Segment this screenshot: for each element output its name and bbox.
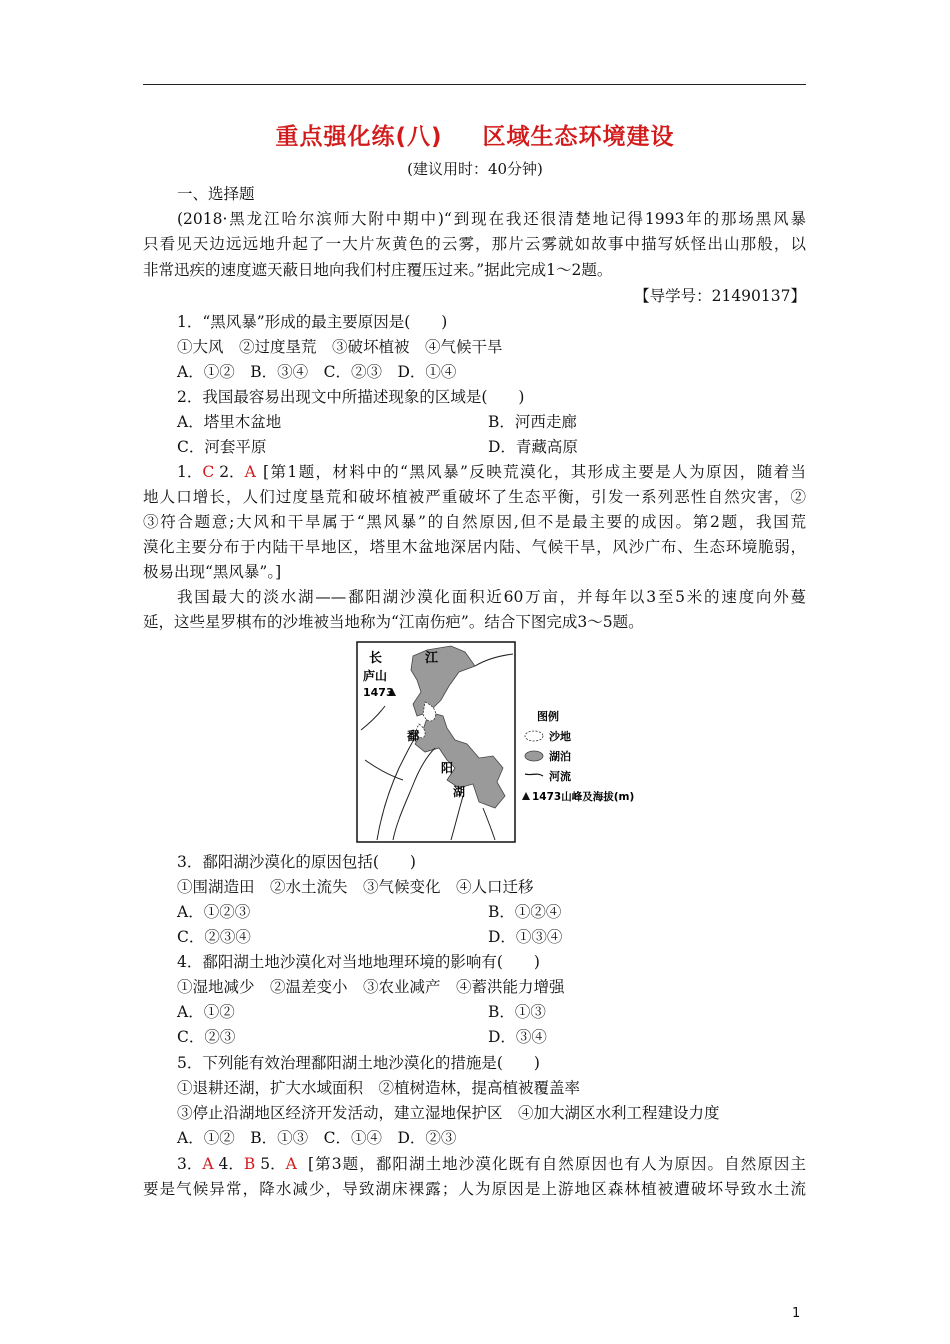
map-label-river: 长 <box>369 651 383 666</box>
map-label-lake: 湖 <box>453 785 466 799</box>
answer-num: 4． <box>218 1155 244 1173</box>
q4-option-b: B．①③ <box>488 1003 546 1021</box>
time-note: (建议用时：40分钟) <box>407 160 543 178</box>
header-rule <box>143 84 806 85</box>
passage2-line: 我国最大的淡水湖——鄱阳湖沙漠化面积近60万亩，并每年以3至5米的速度向外蔓 <box>177 588 806 606</box>
answer-letter: B <box>243 1155 256 1173</box>
answer-num: 2． <box>219 463 245 481</box>
map-label-lake: 鄱 <box>407 729 420 743</box>
q3-option-d: D．①③④ <box>488 928 563 946</box>
legend-lake-swatch <box>525 751 543 761</box>
answer-num: 3． <box>177 1155 203 1173</box>
answer2-label <box>177 1152 297 1176</box>
answer-letter: A <box>285 1155 297 1173</box>
answer1-line: 地人口增长，人们过度垦荒和破坏植被严重破坏了生态平衡，引发一系列恶性自然灾害，② <box>143 488 806 506</box>
q4-stem: 4．鄱阳湖土地沙漠化对当地地理环境的影响有( ) <box>177 953 540 971</box>
q1-items: ①大风 ②过度垦荒 ③破坏植被 ④气候干旱 <box>177 338 503 356</box>
answer-num: 5． <box>260 1155 286 1173</box>
map-label-height: 1473 <box>363 686 394 699</box>
q3-option-a: A．①②③ <box>177 903 251 921</box>
q1-stem: 1．“黑风暴”形成的最主要原因是( ) <box>177 313 448 331</box>
guide-number: 【导学号：21490137】 <box>634 287 806 305</box>
poyang-lake-map <box>355 640 645 848</box>
q2-option-d: D．青藏高原 <box>488 438 578 456</box>
legend-river-label: 河流 <box>549 770 571 783</box>
q3-option-c: C．②③④ <box>177 928 251 946</box>
q2-option-a: A．塔里木盆地 <box>177 413 282 431</box>
passage1-line: (2018·黑龙江哈尔滨师大附中期中)“到现在我还很清楚地记得1993年的那场黑风暴 <box>177 210 806 228</box>
answer-letter: A <box>202 1155 214 1173</box>
q5-items: ③停止沿湖地区经济开发活动，建立湿地保护区 ④加大湖区水利工程建设力度 <box>177 1104 720 1122</box>
answer-num: 1． <box>177 463 203 481</box>
q4-option-a: A．①② <box>177 1003 235 1021</box>
answer2-line: 要是气候异常，降水减少，导致湖床裸露；人为原因是上游地区森林植被遭破坏导致水土流 <box>143 1180 806 1198</box>
q2-option-c: C．河套平原 <box>177 438 267 456</box>
legend-sand-swatch <box>525 731 543 741</box>
q3-items: ①围湖造田 ②水土流失 ③气候变化 ④人口迁移 <box>177 878 534 896</box>
page-title <box>0 118 950 151</box>
legend-lake-label: 湖泊 <box>549 750 571 763</box>
q2-option-b: B．河西走廊 <box>488 413 577 431</box>
q5-options: A．①② B．①③ C．①④ D．②③ <box>177 1129 457 1147</box>
q4-items: ①湿地减少 ②温差变小 ③农业减产 ④蓄洪能力增强 <box>177 978 565 996</box>
legend-title: 图例 <box>537 710 559 723</box>
q2-stem: 2．我国最容易出现文中所描述现象的区域是( ) <box>177 388 525 406</box>
map-label-river: 江 <box>425 651 439 666</box>
q3-stem: 3．鄱阳湖沙漠化的原因包括( ) <box>177 853 416 871</box>
passage1-line: 非常迅疾的速度遮天蔽日地向我们村庄覆压过来。”据此完成1～2题。 <box>143 261 613 279</box>
q4-option-c: C．②③ <box>177 1028 236 1046</box>
page-number: 1 <box>792 1306 801 1321</box>
legend-sand-label: 沙地 <box>549 730 571 743</box>
map-label-mountain: 庐山 <box>363 669 388 683</box>
legend-peak-label: 1473山峰及海拔(m) <box>532 791 635 803</box>
answer1-line: ③符合题意;大风和干旱属于“黑风暴”的自然原因,但不是最主要的成因。第2题，我国荒 <box>143 513 806 531</box>
q5-items: ①退耕还湖，扩大水域面积 ②植树造林，提高植被覆盖率 <box>177 1079 581 1097</box>
q3-option-b: B．①②④ <box>488 903 562 921</box>
title-main: 重点强化练(八) <box>275 124 443 150</box>
answer-letter: A <box>244 463 256 481</box>
q1-options: A．①② B．③④ C．②③ D．①④ <box>177 363 457 381</box>
section-heading: 一、选择题 <box>177 185 255 203</box>
legend-river-swatch <box>525 774 543 776</box>
answer1-label <box>177 460 256 484</box>
q5-stem: 5．下列能有效治理鄱阳湖土地沙漠化的措施是( ) <box>177 1054 540 1072</box>
title-sub: 区域生态环境建设 <box>482 124 675 150</box>
answer1-line: 漠化主要分布于内陆干旱地区，塔里木盆地深居内陆、气候干旱，风沙广布、生态环境脆弱， <box>143 538 806 556</box>
map-label-lake: 阳 <box>441 761 454 775</box>
q4-option-d: D．③④ <box>488 1028 547 1046</box>
answer-letter: C <box>202 463 215 481</box>
answer1-line: 极易出现“黑风暴”。] <box>143 563 282 581</box>
answer2-line: [第3题，鄱阳湖土地沙漠化既有自然原因也有人为原因。自然原因主 <box>308 1155 806 1173</box>
passage2-line: 延，这些星罗棋布的沙堆被当地称为“江南伤疤”。结合下图完成3～5题。 <box>143 613 644 631</box>
answer1-line: [第1题，材料中的“黑风暴”反映荒漠化，其形成主要是人为原因，随着当 <box>263 463 806 481</box>
legend-peak-icon <box>522 792 530 800</box>
passage1-line: 只看见天边远远地升起了一大片灰黄色的云雾，那片云雾就如故事中描写妖怪出山那般，以 <box>143 235 806 253</box>
